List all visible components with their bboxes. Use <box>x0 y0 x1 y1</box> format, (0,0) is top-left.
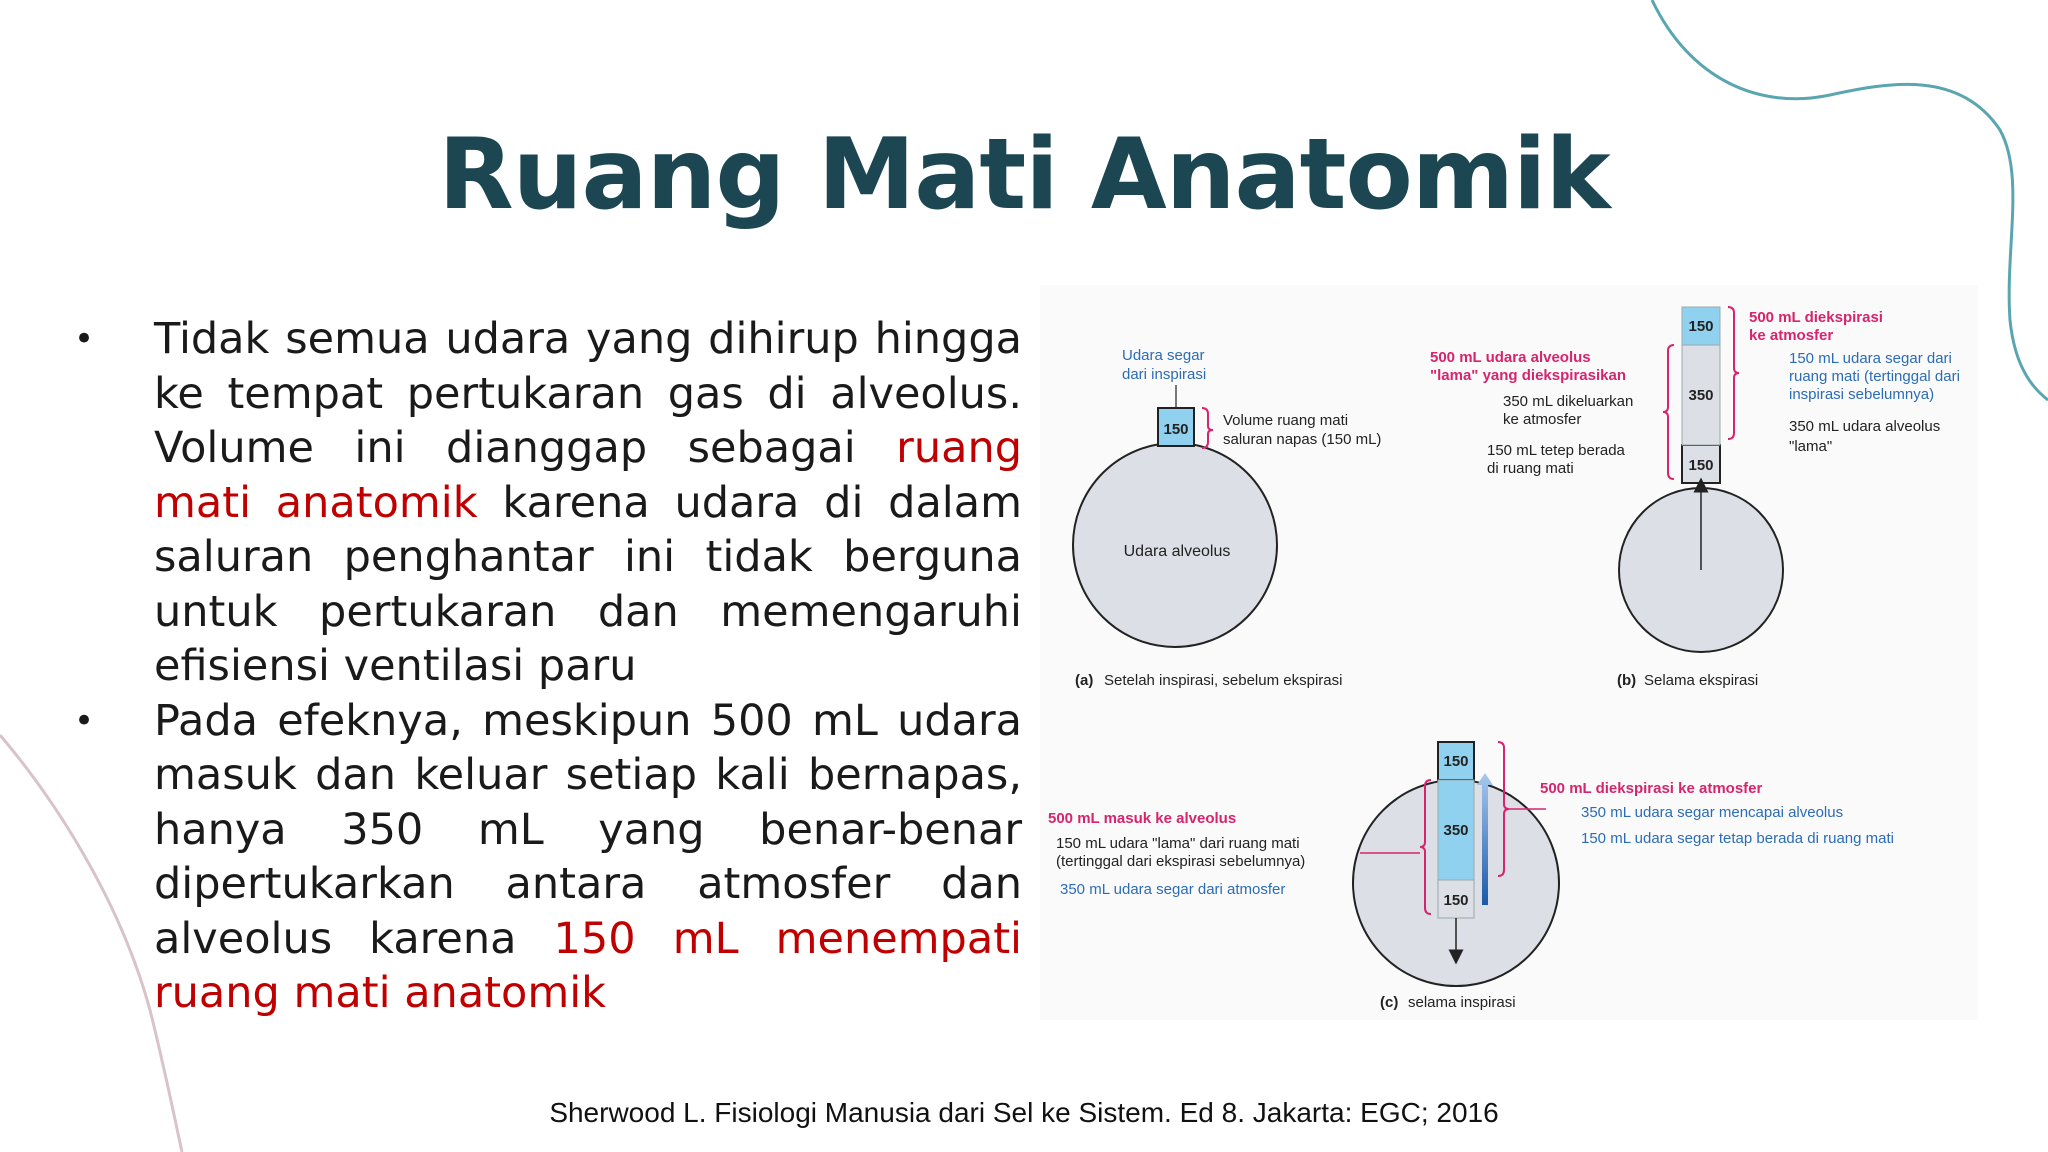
bullet-highlight: 150 mL menempati ruang mati anatomik <box>154 913 1022 1018</box>
fresh-air-label-a: dari inspirasi <box>1122 366 1207 383</box>
dead-space-label-a: Volume ruang mati <box>1223 412 1349 429</box>
tube-value-a: 150 <box>1163 421 1189 438</box>
alveolus-label-a: Udara alveolus <box>1123 543 1231 560</box>
label-b-blue: 150 mL udara segar dari <box>1789 350 1952 367</box>
label-b-gray: 350 mL udara alveolus <box>1789 418 1941 435</box>
dead-space-figure <box>1040 285 1978 1020</box>
bullet-dot: • <box>74 319 95 359</box>
caption-a: Setelah inspirasi, sebelum ekspirasi <box>1104 672 1343 689</box>
label-b-gray: "lama" <box>1789 438 1833 455</box>
label-b-red-left: 500 mL udara alveolus <box>1430 349 1591 366</box>
label-c-left: (tertinggal dari ekspirasi sebelumnya) <box>1056 853 1306 870</box>
bullet-text: Tidak semua udara yang dihirup hingga ke tempat pertukaran gas di alveolus. Volume ini dianggap sebagai <box>154 314 1022 473</box>
fresh-air-label-a: Udara segar <box>1122 347 1205 364</box>
tube-b-top-value: 150 <box>1688 318 1714 335</box>
label-c-red-left: 500 mL masuk ke alveolus <box>1048 810 1237 827</box>
label-c-red-right: 500 mL diekspirasi ke atmosfer <box>1540 780 1763 797</box>
label-b-mid: ke atmosfer <box>1503 411 1582 428</box>
label-b-red-right: ke atmosfer <box>1749 327 1834 344</box>
label-c-blue: 150 mL udara segar tetap berada di ruang mati <box>1581 830 1894 847</box>
bullet-list <box>70 312 1022 1021</box>
caption-letter-a: (a) <box>1075 672 1094 689</box>
bullet-dot: • <box>74 700 95 741</box>
label-b-red-left: "lama" yang diekspirasikan <box>1430 367 1626 384</box>
label-c-blue: 350 mL udara segar mencapai alveolus <box>1581 804 1844 821</box>
tube-c-top-value: 150 <box>1443 753 1469 770</box>
bullet-highlight: ruang mati anatomik <box>154 423 1022 528</box>
citation: Sherwood L. Fisiologi Manusia dari Sel ke Sistem. Ed 8. Jakarta: EGC; 2016 <box>549 1097 1499 1128</box>
bullet-text: Pada efeknya, meskipun 500 mL udara masuk dan keluar setiap kali bernapas, hanya 350 mL yang benar-benar dipertukarkan antara atmosfer dan alveolus karena <box>154 695 1022 964</box>
caption-b: Selama ekspirasi <box>1644 672 1759 689</box>
caption-letter-b: (b) <box>1617 672 1637 689</box>
label-c-left-blue: 350 mL udara segar dari atmosfer <box>1060 881 1286 898</box>
page-title: Ruang Mati Anatomik <box>438 118 1610 232</box>
tube-c-bottom-value: 150 <box>1443 892 1469 909</box>
bullet-text: karena udara di dalam saluran penghantar ini tidak berguna untuk pertukaran dan memengaruhi efisiensi ventilasi paru <box>154 477 1022 691</box>
bullet-item <box>70 694 1022 1021</box>
tube-c-middle-value: 350 <box>1443 822 1469 839</box>
label-b-blue: ruang mati (tertinggal dari <box>1789 368 1960 385</box>
label-b-blue: inspirasi sebelumnya) <box>1789 386 1935 403</box>
tube-b-middle-value: 350 <box>1688 387 1714 404</box>
label-b-low: di ruang mati <box>1487 460 1574 477</box>
caption-c: selama inspirasi <box>1408 994 1516 1011</box>
bullet-item <box>70 312 1022 694</box>
label-c-left: 150 mL udara "lama" dari ruang mati <box>1056 835 1300 852</box>
label-b-low: 150 mL tetep berada <box>1487 442 1625 459</box>
label-b-red-right: 500 mL diekspirasi <box>1749 309 1883 326</box>
caption-letter-c: (c) <box>1380 994 1399 1011</box>
dead-space-label-a: saluran napas (150 mL) <box>1223 431 1382 448</box>
tube-b-bottom-value: 150 <box>1688 457 1714 474</box>
label-b-mid: 350 mL dikeluarkan <box>1503 393 1634 410</box>
